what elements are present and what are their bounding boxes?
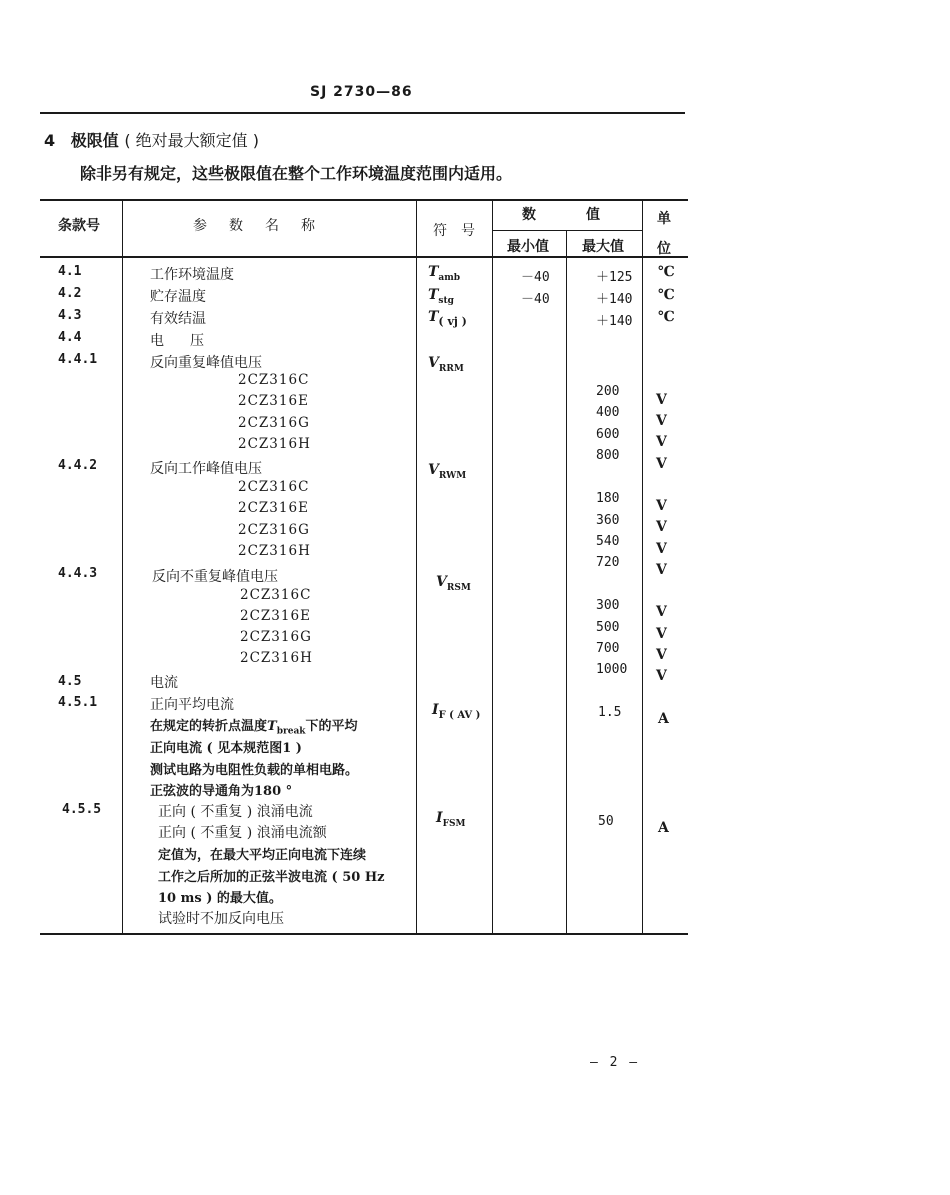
param-description: 测试电路为电阻性负载的单相电路。 — [150, 763, 359, 778]
max-value: 800 — [596, 448, 620, 463]
max-value: ＋125 — [596, 270, 633, 285]
clause-number: 4.4.2 — [58, 458, 98, 473]
part-number: 2CZ316H — [240, 650, 313, 666]
header-max: 最大值 — [582, 239, 624, 255]
unit: V — [656, 456, 667, 472]
clause-number: 4.5 — [58, 674, 82, 689]
max-value: 600 — [596, 427, 620, 442]
part-number: 2CZ316G — [238, 522, 310, 538]
header-rule — [40, 112, 685, 114]
param-name: 有效结温 — [150, 311, 206, 327]
unit: ℃ — [658, 264, 675, 280]
param-name: 贮存温度 — [150, 289, 206, 305]
part-number: 2CZ316H — [238, 436, 311, 452]
param-name: 正向平均电流 — [150, 697, 234, 713]
max-value: 720 — [596, 555, 620, 570]
section-intro: 除非另有规定，这些极限值在整个工作环境温度范围内适用。 — [80, 164, 513, 183]
clause-number: 4.1 — [58, 264, 82, 279]
max-value: 50 — [598, 814, 614, 829]
part-number: 2CZ316E — [240, 608, 311, 624]
col-divider-4 — [566, 230, 567, 934]
header-clause: 条款号 — [58, 218, 100, 234]
header-symbol: 符 号 — [433, 223, 475, 239]
max-value: ＋140 — [596, 292, 633, 307]
table-top-rule — [40, 199, 688, 201]
symbol: $V_{RWM}$ — [428, 462, 467, 481]
param-name: 反向重复峰值电压 — [150, 355, 262, 371]
section-number: 4 — [44, 131, 56, 150]
part-number: 2CZ316H — [238, 543, 311, 559]
max-value: 500 — [596, 620, 620, 635]
part-number: 2CZ316E — [238, 393, 309, 409]
max-value: 300 — [596, 598, 620, 613]
symbol: $I_{FSM}$ — [436, 810, 466, 829]
unit: V — [656, 562, 667, 578]
part-number: 2CZ316C — [238, 479, 310, 495]
unit: V — [656, 604, 667, 620]
table-bottom-rule — [40, 933, 688, 935]
max-value: 540 — [596, 534, 620, 549]
param-description: 定值为，在最大平均正向电流下连续 — [158, 848, 367, 863]
clause-number: 4.5.5 — [62, 802, 102, 817]
unit: ℃ — [658, 287, 675, 303]
value-subheader-rule — [492, 230, 642, 231]
unit: V — [656, 647, 667, 663]
part-number: 2CZ316G — [238, 415, 310, 431]
param-description: 正向 ( 不重复 ) 浪涌电流额 — [158, 825, 327, 841]
unit: V — [656, 519, 667, 535]
symbol: $V_{RSM}$ — [436, 574, 471, 593]
unit: V — [656, 498, 667, 514]
part-number: 2CZ316C — [240, 587, 312, 603]
section-heading — [44, 128, 259, 151]
unit: A — [658, 711, 669, 727]
part-number: 2CZ316E — [238, 500, 309, 516]
max-value: 180 — [596, 491, 620, 506]
max-value: 400 — [596, 405, 620, 420]
clause-number: 4.4.1 — [58, 352, 98, 367]
symbol: $I_{F ( AV )}$ — [432, 702, 481, 721]
col-divider-2 — [416, 200, 417, 934]
param-description: 在规定的转折点温度$T_{break}$下的平均 — [150, 719, 358, 737]
header-min: 最小值 — [507, 239, 549, 255]
clause-number: 4.4.3 — [58, 566, 98, 581]
clause-number: 4.3 — [58, 308, 82, 323]
symbol: $T_{stg}$ — [428, 287, 454, 306]
page-number: — 2 — — [590, 1055, 640, 1070]
max-value: ＋140 — [596, 314, 633, 329]
unit: ℃ — [658, 309, 675, 325]
symbol: $V_{RRM}$ — [428, 355, 464, 374]
max-value: 360 — [596, 513, 620, 528]
param-name: 电流 — [150, 675, 178, 691]
header-value: 数 值 — [522, 207, 602, 223]
unit: V — [656, 626, 667, 642]
unit: V — [656, 434, 667, 450]
part-number: 2CZ316C — [238, 372, 310, 388]
part-number: 2CZ316G — [240, 629, 312, 645]
param-description: 工作之后所加的正弦半波电流 ( 50 Hz — [158, 870, 385, 885]
param-name: 反向工作峰值电压 — [150, 461, 262, 477]
max-value: 1.5 — [598, 705, 622, 720]
param-name: 正向 ( 不重复 ) 浪涌电流 — [158, 804, 313, 820]
doc-number: SJ 2730—86 — [310, 84, 413, 100]
param-name: 反向不重复峰值电压 — [152, 569, 278, 585]
unit: V — [656, 392, 667, 408]
col-divider-1 — [122, 200, 123, 934]
min-value: －40 — [521, 292, 550, 307]
max-value: 700 — [596, 641, 620, 656]
section-title: 极限值 — [70, 131, 119, 150]
max-value: 1000 — [596, 662, 628, 677]
col-divider-3 — [492, 200, 493, 934]
unit: V — [656, 541, 667, 557]
param-description: 正弦波的导通角为180 ° — [150, 784, 293, 799]
param-name: 电 压 — [150, 333, 210, 349]
max-value: 200 — [596, 384, 620, 399]
param-name: 工作环境温度 — [150, 267, 234, 283]
table-header-rule — [40, 256, 688, 258]
section-subtitle: ( 绝对最大额定值 ) — [124, 131, 259, 150]
param-description: 正向电流 ( 见本规范图1 ) — [150, 741, 302, 756]
symbol: $T_{amb}$ — [428, 264, 461, 283]
symbol: $T_{( vj )}$ — [428, 309, 467, 328]
clause-number: 4.2 — [58, 286, 82, 301]
unit: A — [658, 820, 669, 836]
param-description: 10 ms ) 的最大值。 — [158, 891, 282, 906]
clause-number: 4.4 — [58, 330, 82, 345]
param-description: 试验时不加反向电压 — [158, 911, 284, 927]
col-divider-5 — [642, 200, 643, 934]
min-value: －40 — [521, 270, 550, 285]
clause-number: 4.5.1 — [58, 695, 98, 710]
unit: V — [656, 413, 667, 429]
header-unit: 单位 — [657, 211, 671, 257]
unit: V — [656, 668, 667, 684]
header-param: 参 数 名 称 — [193, 218, 319, 234]
